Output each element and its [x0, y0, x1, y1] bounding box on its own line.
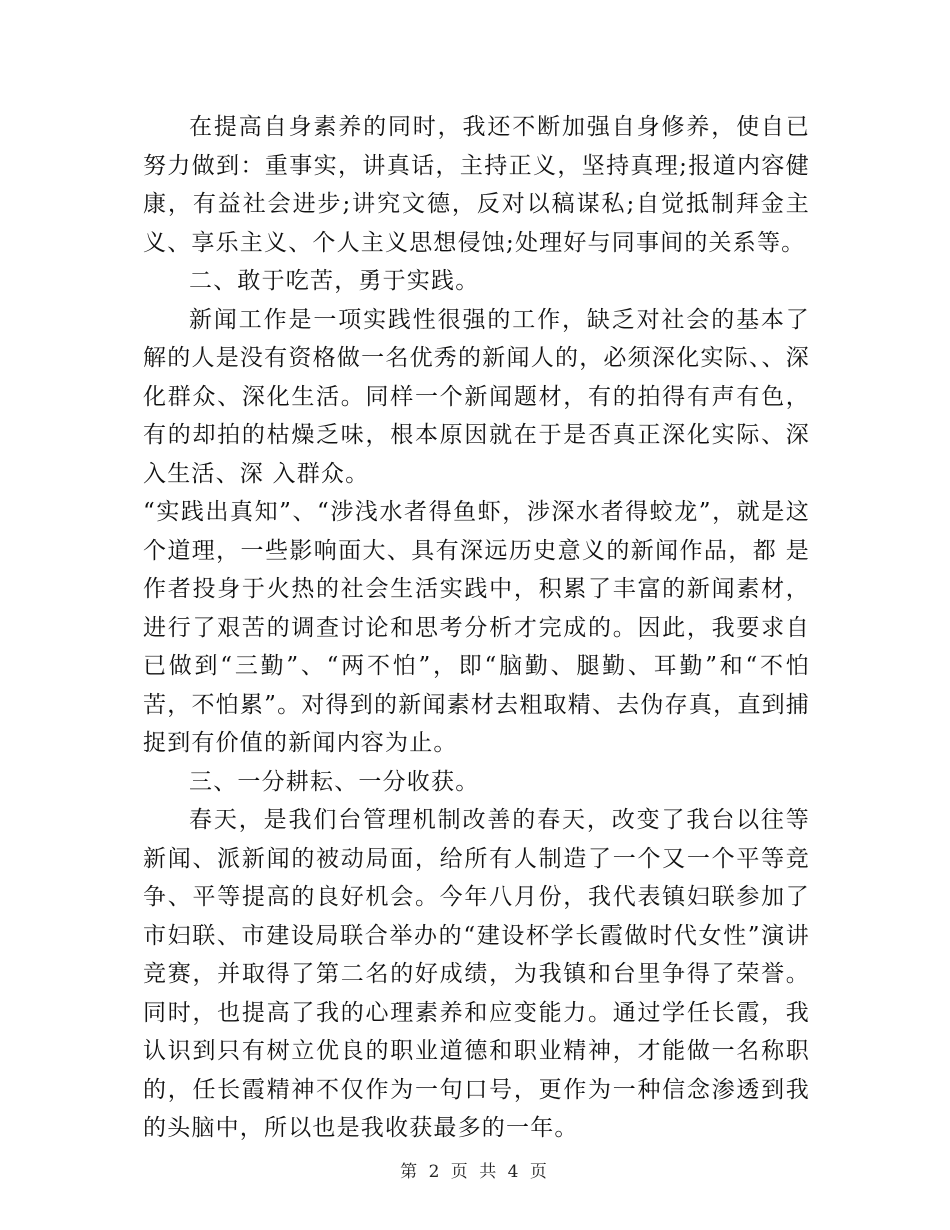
paragraph-practice: 新闻工作是一项实践性很强的工作，缺乏对社会的基本了解的人是没有资格做一名优秀的新闻人的，必须深化实际、、深化群众、深化生活。同样一个新闻题材，有的拍得有声有色，有的却拍的枯燥乏味，根本原因就在于是否真正深化实际、深 入生活、深 入群众。: [143, 306, 810, 487]
paragraph-quotes: “实践出真知”、“涉浅水者得鱼虾，涉深水者得蛟龙”，就是这个道理，一些影响面大、具有深远历史意义的新闻作品，都 是作者投身于火热的社会生活实践中，积累了丰富的新闻素材，进行了艰苦的调查讨论和思考分析才完成的。因此，我要求自已做到“三勤”、“两不怕”，即“脑勤、腿勤、耳勤”和“不怕苦，不怕累”。对得到的新闻素材去粗取精、去伪存真，直到捕捉到有价值的新闻内容为止。: [143, 499, 810, 756]
section-heading-2: 二、敢于吃苦，勇于实践。: [189, 268, 480, 294]
paragraph-self-cultivation: 在提高自身素养的同时，我还不断加强自身修养，使自已努力做到：重事实，讲真话，主持正义，坚持真理;报道内容健康，有益社会进步;讲究文德，反对以稿谋私;自觉抵制拜金主义、享乐主义、个人主义思想侵蚀;处理好与同事间的关系等。: [143, 114, 810, 256]
section-heading-3: 三、一分耕耘、一分收获。: [189, 768, 480, 795]
paragraph-harvest: 春天，是我们台管理机制改善的春天，改变了我台以往等新闻、派新闻的被动局面，给所有人制造了一个又一个平等竞争、平等提高的良好机会。今年八月份，我代表镇妇联参加了市妇联、市建设局联合举办的“建设杯学长霞做时代女性”演讲竞赛，并取得了第二名的好成绩，为我镇和台里争得了荣誉。同时，也提高了我的心理素养和应变能力。通过学任长霞，我认识到只有树立优良的职业道德和职业精神，才能做一名称职的，任长霞精神不仅作为一句口号，更作为一种信念渗透到我的头脑中，所以也是我收获最多的一年。: [143, 807, 810, 1141]
document-body: [143, 108, 810, 1148]
page-footer: 第 2 页 共 4 页: [400, 1162, 550, 1182]
